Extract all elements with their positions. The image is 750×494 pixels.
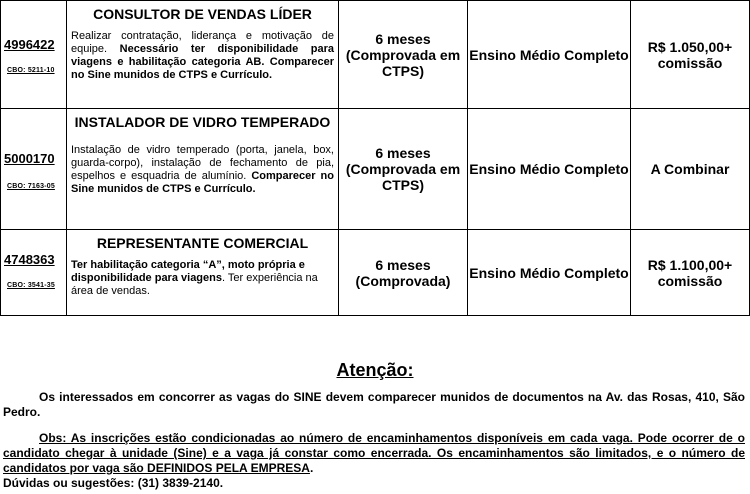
table-row: [1, 1, 750, 109]
cbo-code: CBO: 7163-05: [7, 183, 55, 190]
job-desc-normal: Instalação de vidro temperado (porta, janela, box, guarda-corpo), instalação de fechamento de pia, espelhos e esquadria de alumínio.: [71, 144, 334, 182]
job-salary: R$ 1.100,00+ comissão: [631, 230, 750, 316]
job-salary: A Combinar: [631, 109, 750, 230]
job-code-cell: [1, 109, 67, 230]
job-description-cell: [67, 1, 339, 109]
job-desc-bold: Necessário ter disponibilidade para viagens e habilitação categoria AB. Comparecer no Sine munidos de CTPS e Currículo.: [71, 43, 334, 81]
job-title: INSTALADOR DE VIDRO TEMPERADO: [74, 114, 331, 130]
job-experience: 6 meses (Comprovada em CTPS): [339, 109, 468, 230]
job-education: Ensino Médio Completo: [468, 230, 631, 316]
job-code-cell: [1, 230, 67, 316]
job-education: Ensino Médio Completo: [468, 109, 631, 230]
job-desc-bold: Ter habilitação categoria “A”, moto própria e disponibilidade para viagens: [71, 259, 305, 284]
job-desc-after: . Ter experiência na área de vendas.: [71, 272, 318, 297]
attention-heading: Atenção:: [336, 360, 414, 380]
job-description: [71, 144, 334, 196]
obs-paragraph: [3, 431, 745, 476]
job-desc-bold: Comparecer no Sine munidos de CTPS e Currículo.: [71, 170, 334, 195]
job-code-cell: [1, 1, 67, 109]
contact-line: Dúvidas ou sugestões: (31) 3839-2140.: [3, 476, 224, 490]
job-desc-normal: Realizar contratação, liderança e motivação de equipe.: [71, 30, 334, 55]
job-code: 4748363: [4, 252, 55, 267]
cbo-code: CBO: 5211-10: [7, 67, 55, 74]
job-code: 4996422: [4, 37, 55, 52]
notice-paragraph: Os interessados em concorrer as vagas do SINE devem comparecer munidos de documentos na Av. das Rosas, 410, São Pedro.: [3, 390, 745, 419]
job-salary: R$ 1.050,00+ comissão: [631, 1, 750, 109]
job-description-cell: [67, 109, 339, 230]
job-experience: 6 meses (Comprovada): [339, 230, 468, 316]
job-experience: 6 meses (Comprovada em CTPS): [339, 1, 468, 109]
job-description-cell: [67, 230, 339, 316]
obs-end: .: [309, 461, 314, 475]
job-title: REPRESENTANTE COMERCIAL: [96, 235, 309, 251]
job-education: Ensino Médio Completo: [468, 1, 631, 109]
table-row: [1, 109, 750, 230]
obs-text: Obs: As inscrições estão condicionadas ao número de encaminhamentos disponíveis em cada vaga. Pode ocorrer de o candidato chegar à unidade (Sine) e a vaga já constar como encerrada. Os encaminhamentos são limitados, e o número de candidatos por vaga são DEFINIDOS PELA EMPRESA: [3, 431, 745, 475]
table-row: [1, 230, 750, 316]
cbo-code: CBO: 3541-35: [7, 282, 55, 289]
job-title: CONSULTOR DE VENDAS LÍDER: [93, 6, 312, 22]
job-description: [71, 30, 334, 82]
job-code: 5000170: [4, 151, 55, 166]
job-description: [71, 259, 334, 298]
